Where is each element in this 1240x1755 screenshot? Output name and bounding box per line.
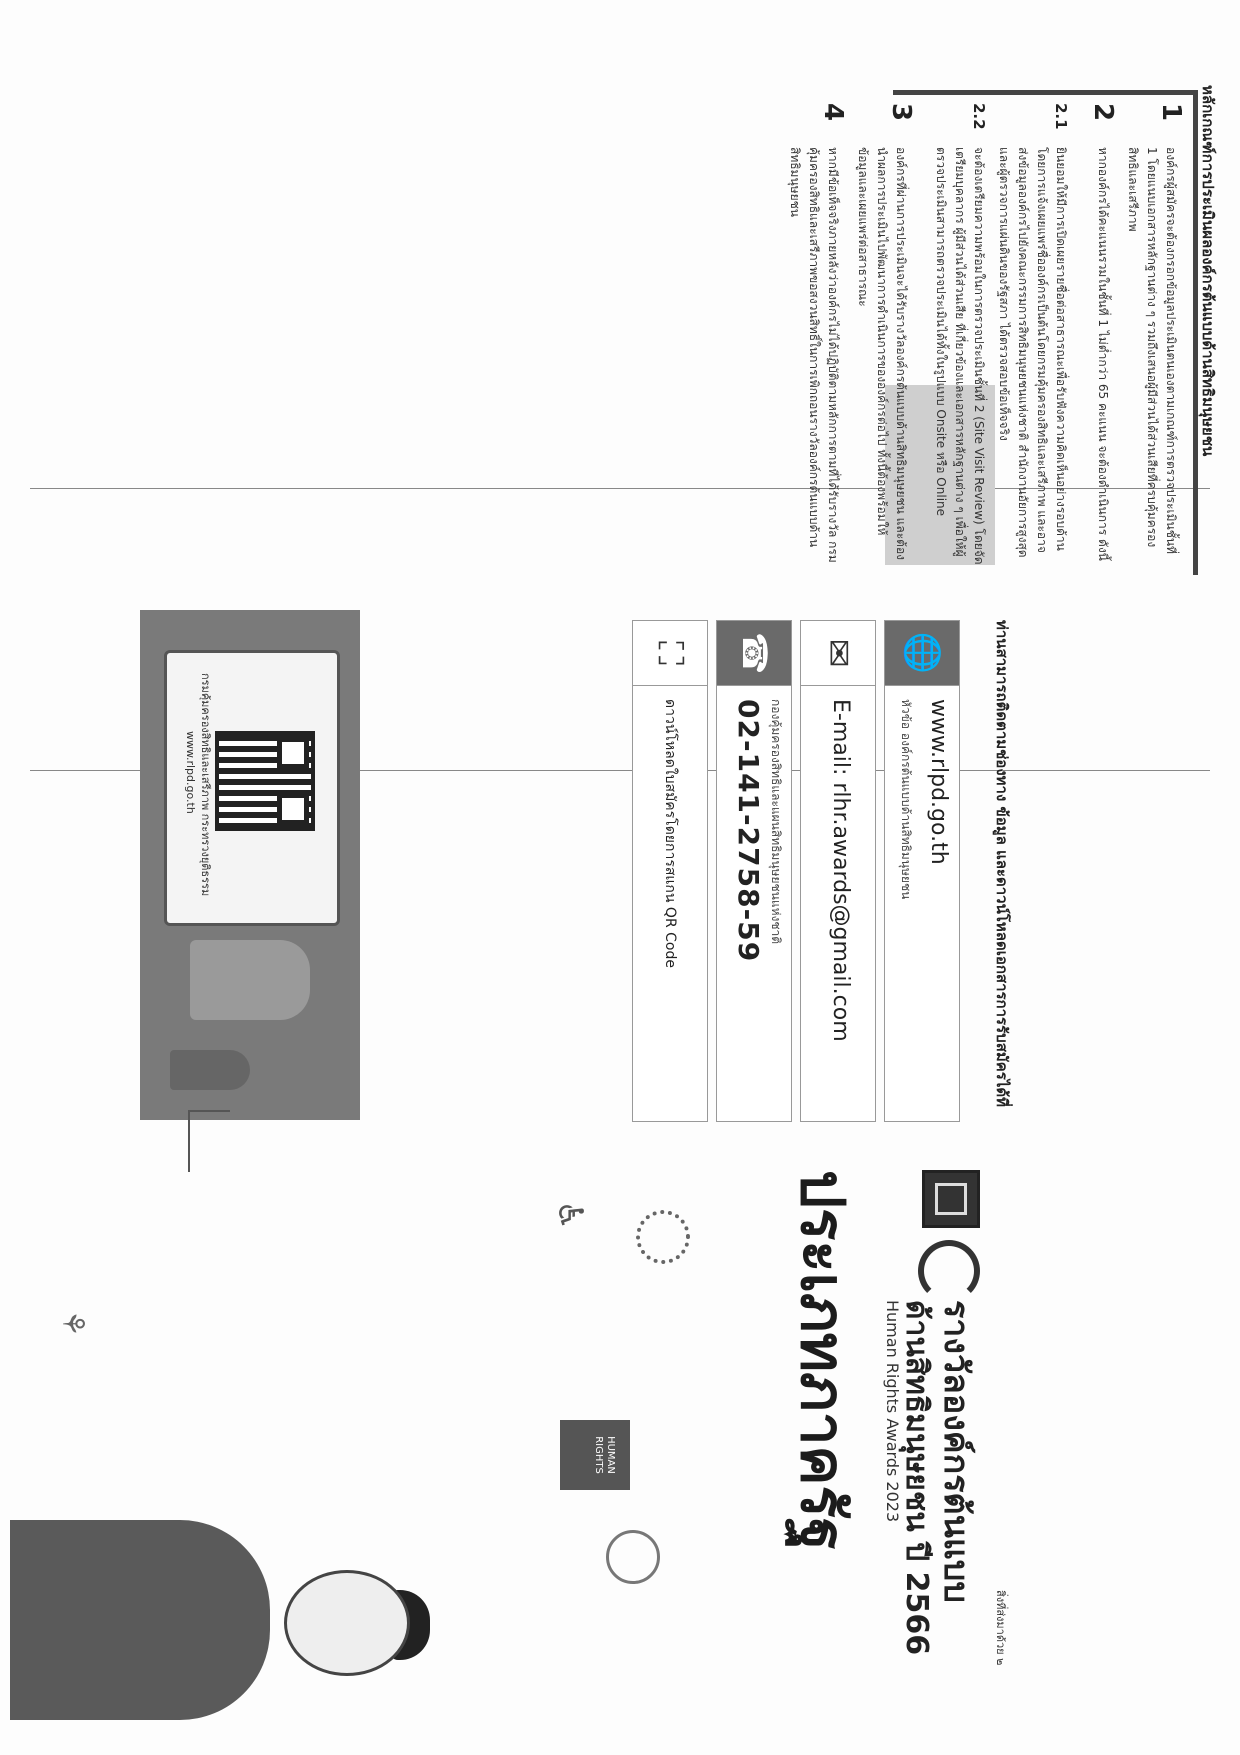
contact-panel <box>410 620 1010 1120</box>
criteria-text: ยินยอมให้มีการเปิดเผยรายชื่อต่อสาธารณะเพื่อรับฟังความคิดเห็นอย่างรอบด้าน โดยการแจ้งเผยแพร่ชื่อองค์กรเป็นต้นโดยกรมคุ้มครองสิทธิและเสรีภาพ และอาจส่งข้อมูลองค์กรไปยังคณะกรรมการสิทธิมนุษยชนแห่งชาติ สำนักงานอัยการสูงสุด และผู้ตรวจการแผ่นดินของรัฐสภา ได้ตรวจสอบข้อเท็จจริง <box>997 147 1068 558</box>
criteria-number: 3 <box>886 103 916 122</box>
human-rights-box: HUMAN RIGHTS <box>560 1420 630 1490</box>
award-title-en: Human Rights Awards 2023 <box>883 1300 902 1523</box>
criteria-item-4 <box>785 103 848 565</box>
criteria-item-3 <box>853 103 916 565</box>
phone-icon: ☎ <box>717 621 791 686</box>
officer-uniform <box>10 1520 270 1720</box>
criteria-text: องค์กรผู้สมัครจะต้องกรอกข้อมูลประเมินตนเองตามเกณฑ์การตรวจประเมินชั้นที่ 1 โดยแนบเอกสารหลักฐานต่าง ๆ รวมถึงเสนอผู้มีส่วนได้ส่วนเสียที่ครบคุ้มครองสิทธิและเสรีภาพ <box>1126 147 1178 554</box>
sprig-icon: ⚘ <box>55 1310 90 1337</box>
contact-heading: ท่านสามารถติดตามช่องทาง ข้อมูล และดาวน์โหลดเอกสารการรับสมัครได้ที่ <box>993 620 1011 1107</box>
qr-caption-org: กรมคุ้มครองสิทธิและเสรีภาพ กระทรวงยุติธรรม <box>199 673 212 897</box>
award-subtitle: ด้านสิทธิมนุษยชน ปี 2566 <box>899 1300 934 1656</box>
cover-panel <box>10 1170 1010 1730</box>
mail-icon: ✉ <box>801 621 875 686</box>
qr-illustration <box>140 610 360 1120</box>
qr-instruction: ดาวน์โหลดใบสมัครโดยการสแกน QR Code <box>662 699 678 968</box>
criteria-text: หากมีข้อเท็จจริงภายหลังว่าองค์กรไม่ได้ปฏิบัติตามหลักการตามที่ได้รับรางวัล กรมคุ้มครองสิทธิและเสรีภาพขอสงวนสิทธิ์ในการเพิกถอนรางวัลองค์กรต้นแบบด้านสิทธิมนุษยชน <box>788 147 840 563</box>
wheelchair-icon: ♿ <box>550 1200 590 1231</box>
globe-icon: 🌐 <box>885 621 959 686</box>
laptop-screen <box>164 650 340 926</box>
website-row <box>884 620 960 1122</box>
criteria-number: 2 <box>1088 103 1118 122</box>
plant-illustration <box>170 1050 250 1090</box>
criteria-text: หากองค์กรได้คะแนนรวมในชั้นที่ 1 ไม่ต่ำกว่า 65 คะแนน จะต้องดำเนินการ ดังนี้ <box>1096 147 1110 561</box>
phone-sub: กองคุ้มครองสิทธิและแผนสิทธิมนุษยชนแห่งชาติ <box>769 699 783 945</box>
award-title: รางวัลองค์กรต้นแบบ <box>936 1300 976 1603</box>
criteria-number: 1 <box>1156 103 1186 122</box>
qr-row <box>632 620 708 1122</box>
criteria-number: 4 <box>818 103 848 122</box>
person-illustration <box>190 940 310 1020</box>
chart-icon <box>188 1110 230 1172</box>
qr-caption-url: www.rlpd.go.th <box>184 731 197 814</box>
criteria-text: จะต้องเตรียมความพร้อมในการตรวจประเมินชั้นที่ 2 (Site Visit Review) โดยจัดเตรียมบุคลากร ผู้มีส่วนได้ส่วนเสีย ที่เกี่ยวข้องและเอกสารหลักฐานต่าง ๆ เพื่อให้ผู้ตรวจประเมินสามารถตรวจประเมินได้ทั้งในรูปแบบ Onsite หรือ Online <box>934 147 986 565</box>
criteria-item-2-2 <box>931 105 988 565</box>
clock-icon <box>606 1530 660 1584</box>
phone-number[interactable]: 02-141-2758-59 <box>732 699 765 963</box>
attachment-note: สิ่งที่ส่งมาด้วย ๒ <box>994 1590 1007 1666</box>
criteria-item-2 <box>1088 103 1118 565</box>
officer-head <box>284 1570 410 1676</box>
gear-icon <box>636 1210 690 1264</box>
criteria-title: หลักเกณฑ์การประเมินผลองค์กรต้นแบบด้านสิทธิมนุษยชน <box>1199 85 1217 457</box>
ministry-logo <box>922 1170 980 1228</box>
qr-scan-icon: ⛶ <box>633 621 707 686</box>
criteria-number: 2.2 <box>970 103 988 130</box>
website-link[interactable]: www.rlpd.go.th <box>926 699 951 865</box>
rlpd-logo <box>918 1240 980 1302</box>
email-row <box>800 620 876 1122</box>
criteria-item-1 <box>1123 103 1186 565</box>
email-link[interactable]: E-mail: rlhr.awards@gmail.com <box>828 699 853 1042</box>
criteria-panel <box>788 85 1220 585</box>
phone-row <box>716 620 792 1122</box>
criteria-item-2-1 <box>994 105 1070 565</box>
qr-code[interactable] <box>215 731 315 831</box>
award-category: ประเภทภาครัฐ <box>787 1170 857 1551</box>
website-sub: หัวข้อ องค์กรต้นแบบด้านสิทธิมนุษยชน <box>899 699 913 900</box>
criteria-number: 2.1 <box>1052 103 1070 130</box>
criteria-text: องค์กรที่ผ่านการประเมินจะได้รับรางวัลองค์กรต้นแบบด้านสิทธิมนุษยชน และต้องนำผลการประเมินไปพัฒนาการดำเนินการขององค์กรต่อไป ทั้งนี้ต้องพร้อมให้ข้อมูลและเผยแพร่ต่อสาธารณะ <box>856 147 908 561</box>
